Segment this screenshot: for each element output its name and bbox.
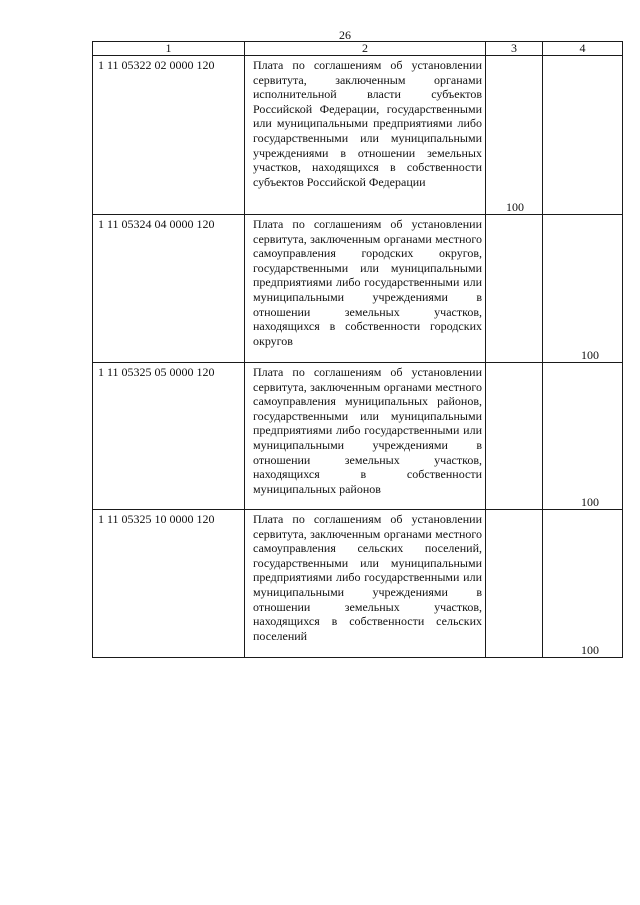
budget-code: 1 11 05325 05 0000 120 [98,365,215,379]
budget-code: 1 11 05324 04 0000 120 [98,217,215,231]
value-cell-3 [486,56,543,215]
value-cell-3 [486,215,543,363]
value-cell-4 [543,215,623,363]
value-col4: 100 [581,348,599,362]
revenue-name: Плата по соглашениям об установлении сервитута, заключенным органами исполнительной власти субъектов Российской Федерации, государственными или муниципальными предприятиями либо государственными или муниципальными учреждениями в отношении земельных участков, находящихся в собственности субъектов Российской Федерации [253,58,482,189]
budget-code: 1 11 05322 02 0000 120 [98,58,215,72]
code-cell [93,56,245,215]
value-cell-3 [486,510,543,658]
value-col3: 100 [506,200,524,214]
name-cell [245,363,486,510]
value-cell-4 [543,363,623,510]
page-number: 26 [339,28,351,42]
code-cell [93,363,245,510]
table-row [93,510,623,658]
budget-code: 1 11 05325 10 0000 120 [98,512,215,526]
revenue-table [92,41,623,658]
value-cell-4 [543,510,623,658]
table-row [93,56,623,215]
revenue-name: Плата по соглашениям об установлении сервитута, заключенным органами местного самоуправления муниципальных районов, государственными или муниципальными предприятиями либо государственными или муниципальными учреждениями в отношении земельных участков, находящихся в собственности муниципальных районов [253,365,482,496]
table-row [93,363,623,510]
table-row [93,215,623,363]
code-cell [93,510,245,658]
revenue-name: Плата по соглашениям об установлении сервитута, заключенным органами местного самоуправления сельских поселений, государственными или муниципальными предприятиями либо государственными или муниципальными учреждениями в отношении земельных участков, находящихся в собственности сельских поселений [253,512,482,643]
header-cell-4: 4 [543,42,623,56]
header-cell-3: 3 [486,42,543,56]
value-col4: 100 [581,643,599,657]
name-cell [245,56,486,215]
header-cell-2: 2 [245,42,486,56]
value-cell-4 [543,56,623,215]
value-col4: 100 [581,495,599,509]
header-cell-1: 1 [93,42,245,56]
name-cell [245,510,486,658]
revenue-name: Плата по соглашениям об установлении сервитута, заключенным органами местного самоуправления городских округов, государственными или муниципальными предприятиями либо государственными или муниципальными учреждениями в отношении земельных участков, находящихся в собственности городских округов [253,217,482,348]
value-cell-3 [486,363,543,510]
code-cell [93,215,245,363]
table-header-row [93,42,623,56]
name-cell [245,215,486,363]
